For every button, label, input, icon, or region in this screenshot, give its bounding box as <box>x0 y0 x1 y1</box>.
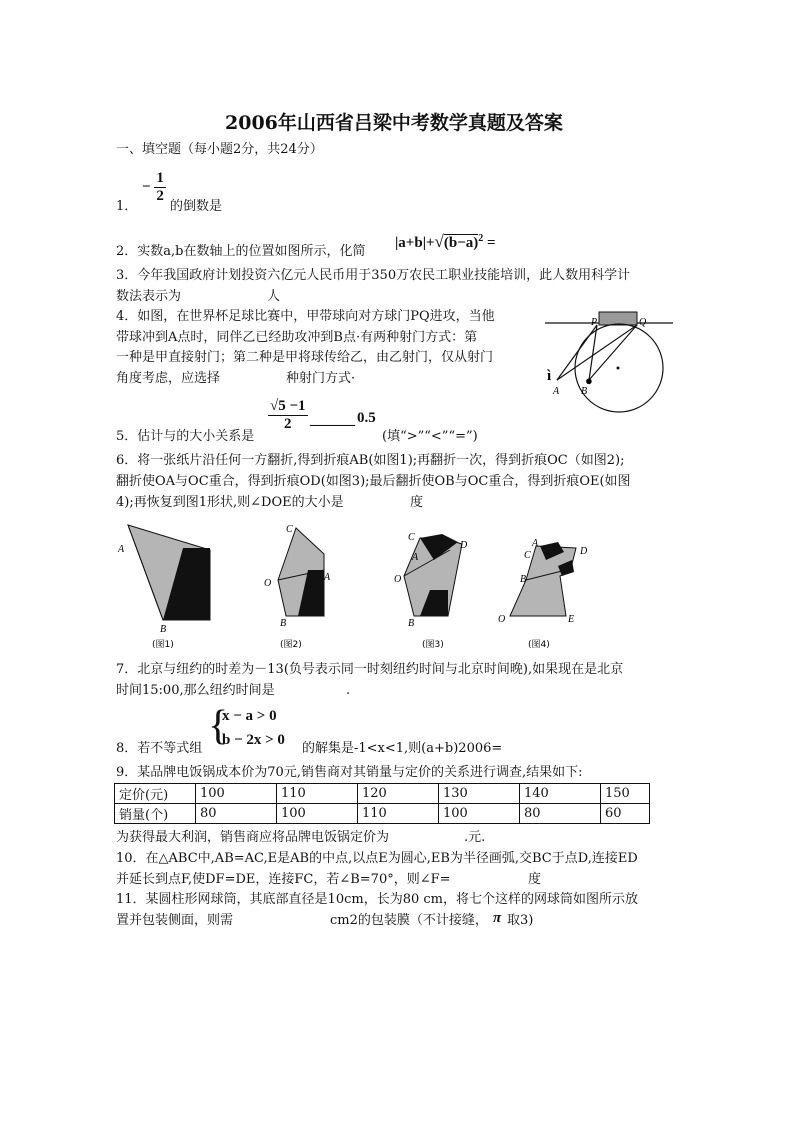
q6-line2: 翻折使OA与OC重合，得到折痕OD(如图3);最后翻折使OB与OC重合，得到折痕OE(如图 <box>116 474 631 489</box>
fig3-caption: (图3) <box>422 640 444 650</box>
page-title: 2006年山西省吕梁中考数学真题及答案 <box>225 112 563 134</box>
q3-line2-b: 人 <box>267 289 281 304</box>
table-cell: 100 <box>277 804 358 824</box>
q11-line1: 11．某圆柱形网球筒，其底部直径是10cm，长为80 cm，将七个这样的网球筒如图所示放 <box>116 892 638 907</box>
fig4-label-a: A <box>532 538 539 549</box>
fig1-label-a: A <box>118 544 125 555</box>
q6-figure-1 <box>118 520 218 650</box>
q4-line4-b: 种射门方式· <box>286 371 356 386</box>
q4-line3: 一种是甲直接射门；第二种是甲将球传给乙，由乙射门，仅从射门 <box>116 350 494 365</box>
fig3-label-c: C <box>408 532 415 543</box>
q2-equals: = <box>483 235 496 251</box>
q11-line2-a: 置并包装侧面，则需 <box>116 913 234 928</box>
q3-line2-a: 数法表示为 <box>116 289 182 304</box>
table-cell: 110 <box>358 804 439 824</box>
q4-label-b: B <box>581 386 588 397</box>
fig2-caption: (图2) <box>280 640 302 650</box>
q1-minus: − <box>142 179 151 195</box>
fig4-label-b: B <box>520 574 527 585</box>
q8-brace: { <box>208 703 229 749</box>
table-cell: 60 <box>601 804 650 824</box>
q5-blank: ______ <box>310 412 355 428</box>
table-cell: 100 <box>196 784 277 804</box>
q4-goal-box <box>599 312 637 325</box>
q4-label-a: A <box>553 386 560 397</box>
fig4-label-c: C <box>524 550 531 561</box>
fig3-label-b: B <box>408 618 415 629</box>
table-row <box>115 784 650 804</box>
fig4-label-d: D <box>580 546 588 557</box>
fig4-label-o: O <box>498 614 506 625</box>
table-cell: 80 <box>520 804 601 824</box>
q6-line3-a: 4);再恢复到图1形状,则∠DOE的大小是 <box>116 495 344 510</box>
q4-center-dot <box>617 367 620 370</box>
q4-line-aq <box>557 325 637 380</box>
fig1-label-b: B <box>160 624 167 635</box>
q4-line2: 带球冲到A点时，同伴乙已经助攻冲到B点·有两种射门方式：第 <box>116 330 478 345</box>
q5-value: 0.5 <box>357 410 376 426</box>
table-cell: 130 <box>439 784 520 804</box>
q7-line2-b: . <box>346 683 351 698</box>
table-header: 定价(元) <box>115 784 196 804</box>
q4-player-a-icon: ì <box>547 368 552 384</box>
q9-price-table <box>114 783 650 824</box>
q8-text-a: 8．若不等式组 <box>116 741 203 756</box>
fig1-caption: (图1) <box>152 640 174 650</box>
q9-after-b: .元. <box>464 830 486 845</box>
q4-line4-a: 角度考虑，应选择 <box>116 371 221 386</box>
q2-abs: |a+b|+ <box>395 235 435 251</box>
q2-radicand: (b−a) <box>443 235 479 251</box>
q9-text: 9．某品牌电饭锅成本价为70元,销售商对其销量与定价的关系进行调查,结果如下: <box>116 765 583 780</box>
fig4-caption: (图4) <box>528 640 550 650</box>
q11-line2-c: 取3) <box>507 913 534 928</box>
q6-figure-4 <box>496 520 606 650</box>
q8-ineq1: x − a > 0 <box>222 708 277 724</box>
q1-frac-num: 1 <box>156 170 164 186</box>
q4-line1: 4．如图，在世界杯足球比赛中，甲带球向对方球门PQ进攻，当他 <box>116 309 495 324</box>
q5-fraction <box>268 398 308 433</box>
q10-line2-a: 并延长到点F,使DF=DE，连接FC，若∠B=70°，则∠F= <box>116 872 451 887</box>
q1-frac-den: 2 <box>156 188 164 204</box>
q8-text-b: 的解集是-1<x<1,则(a+b)2006= <box>302 741 503 756</box>
fig3-label-d: D <box>460 540 468 551</box>
q2-power: 2 <box>478 233 484 244</box>
table-header: 销量(个) <box>115 804 196 824</box>
q5-text: 5．估计与的大小关系是 <box>116 429 255 444</box>
q6-figure-3 <box>390 520 480 650</box>
q2-expression: $|a+b|+√(b-a)^2$ = <box>395 232 496 251</box>
q6-figure-2 <box>258 520 338 650</box>
table-cell: 110 <box>277 784 358 804</box>
q7-line2-a: 时间15:00,那么纽约时间是 <box>116 683 275 698</box>
q4-label-q: Q <box>639 317 647 328</box>
fig2-label-o: O <box>264 578 272 589</box>
q2-text: 2．实数a,b在数轴上的位置如图所示，化简 <box>116 244 366 259</box>
q5-hint: (填“>”“<”“=”) <box>382 429 478 444</box>
q11-line2-b: cm2的包装膜（不计接缝， <box>330 913 488 928</box>
table-row <box>115 804 650 824</box>
q8-ineq2: b − 2x > 0 <box>222 732 285 748</box>
fig2-label-a: A <box>324 572 331 583</box>
q1-fraction <box>142 170 166 205</box>
table-cell: 100 <box>439 804 520 824</box>
table-cell: 80 <box>196 804 277 824</box>
q4-label-p: P <box>591 317 598 328</box>
q7-line1: 7．北京与纽约的时差为－13(负号表示同一时刻纽约时间与北京时间晚),如果现在是北京 <box>116 662 624 677</box>
q4-goal-figure <box>545 310 675 415</box>
q9-after-a: 为获得最大利润，销售商应将品牌电饭锅定价为 <box>116 830 390 845</box>
fig2-label-c: C <box>286 524 293 535</box>
q1-text: 的倒数是 <box>170 199 223 214</box>
fig3-label-a: A <box>412 552 419 563</box>
q10-line2-b: 度 <box>528 872 542 887</box>
section-heading: 一、填空题（每小题2分，共24分） <box>116 142 323 157</box>
q6-line1: 6．将一张纸片沿任何一方翻折,得到折痕AB(如图1);再翻折一次，得到折痕OC（如图2); <box>116 453 625 468</box>
table-cell: 150 <box>601 784 650 804</box>
q3-line1: 3．今年我国政府计划投资六亿元人民币用于350万农民工职业技能培训，此人数用科学计 <box>116 268 631 283</box>
q10-line1: 10．在△ABC中,AB=AC,E是AB的中点,以点E为圆心,EB为半径画弧,交BC于点D,连接ED <box>116 851 638 866</box>
q4-line-ap <box>557 325 597 380</box>
fig4-label-e: E <box>568 614 575 625</box>
table-cell: 140 <box>520 784 601 804</box>
q5-frac-num: √5 −1 <box>270 398 306 414</box>
q1-number: 1． <box>116 199 138 214</box>
fig2-label-b: B <box>280 618 287 629</box>
q11-pi: π <box>493 910 502 926</box>
fig3-label-o: O <box>394 574 402 585</box>
q5-frac-den: 2 <box>284 416 292 432</box>
q6-line3-b: 度 <box>410 495 424 510</box>
q4-player-b-icon: ● <box>585 373 593 388</box>
table-cell: 120 <box>358 784 439 804</box>
